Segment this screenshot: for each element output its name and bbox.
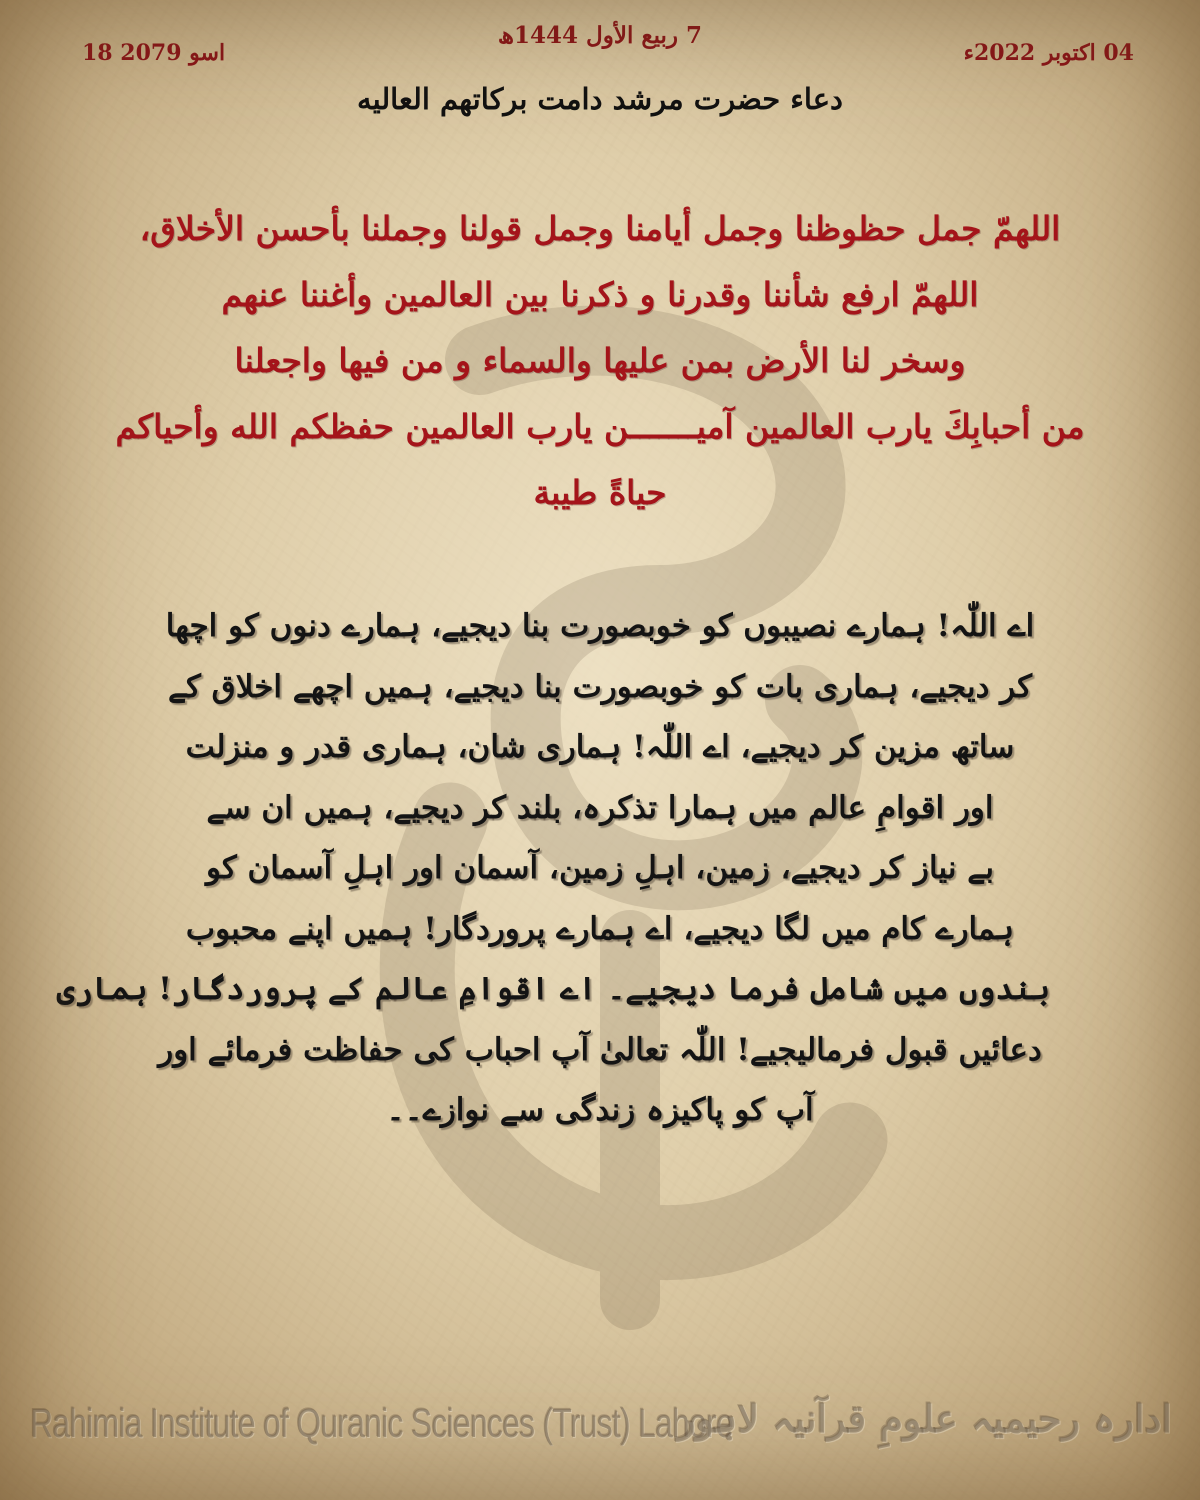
gregorian-date: 04 اکتوبر 2022ء [963, 40, 1134, 66]
institute-name-english: Rahimia Institute of Quranic Sciences (Trust) Lahore [30, 1400, 733, 1446]
arabic-dua-line: اللهمّ ارفع شأننا وقدرنا و ذکرنا بين العالمين وأغننا عنهم [221, 275, 979, 314]
urdu-translation-line: بے نیاز کر دیجیے، زمین، اہلِ زمین، آسمان اور اہلِ آسمان کو [205, 850, 995, 886]
arabic-dua-line: حياةً طيبة [533, 473, 667, 512]
urdu-translation-line: اے اللّٰہ! ہمارے نصیبوں کو خوبصورت بنا دیجیے، ہمارے دنوں کو اچھا [165, 608, 1035, 644]
arabic-dua-line: اللهمّ جمل حظوظنا وجمل أيامنا وجمل قولنا وجملنا بأحسن الأخلاق، [139, 209, 1061, 248]
arabic-dua-line: من أحبابِكَ يارب العالمين آميـــــــن يارب العالمين حفظكم الله وأحياكم [115, 407, 1085, 446]
urdu-translation [56, 596, 1050, 1141]
urdu-translation-line: کر دیجیے، ہماری بات کو خوبصورت بنا دیجیے، ہمیں اچھے اخلاق کے [167, 668, 1033, 705]
urdu-translation-line: ساتھ مزین کر دیجیے، اے اللّٰہ! ہماری شان، ہماری قدر و منزلت [185, 729, 1015, 765]
urdu-translation-line: بندوں میں شامل فرما دیجیے۔ اے اقوامِ عالم کے پروردگار! ہماری [56, 971, 1050, 1007]
page-title: دعاء حضرت مرشد دامت برکاتهم العالیه [357, 82, 843, 116]
urdu-translation-line: ہمارے کام میں لگا دیجیے، اے ہمارے پروردگار! ہمیں اپنے محبوب [185, 910, 1015, 947]
arabic-dua [90, 196, 1110, 526]
urdu-translation-line: اور اقوامِ عالم میں ہمارا تذکرہ، بلند کر دیجیے، ہمیں ان سے [206, 789, 994, 826]
hijri-date: 7 ربیع الأول 1444ھ [497, 22, 703, 49]
urdu-translation-line: آپ کو پاکیزہ زندگی سے نوازے۔۔ [386, 1092, 814, 1128]
urdu-translation-line: دعائیں قبول فرمالیجیے! اللّٰہ تعالیٰ آپ احباب کی حفاظت فرمائے اور [158, 1031, 1042, 1068]
institute-name-urdu-logo: ادارہ رحیمیہ علومِ قرآنیہ لاہور [677, 1396, 1172, 1441]
bikrami-date: 18 اسو 2079 [82, 40, 226, 66]
arabic-dua-line: وسخر لنا الأرض بمن عليها والسماء و من فيها واجعلنا [234, 341, 966, 380]
